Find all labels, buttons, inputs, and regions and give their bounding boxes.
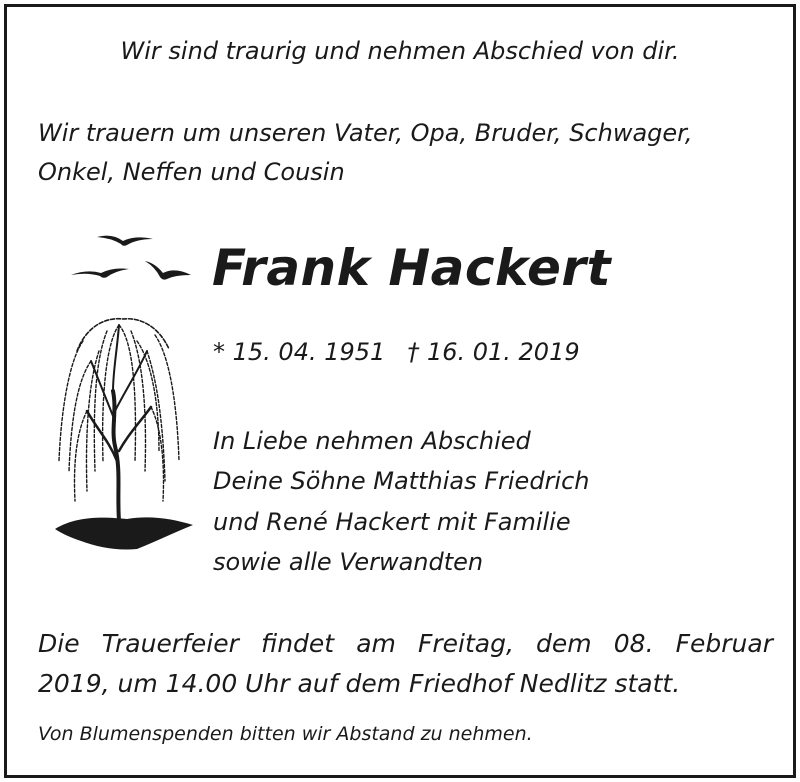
service-line-2: 2019, um 14.00 Uhr auf dem Friedhof Nedlitz statt. (38, 669, 681, 698)
intro-line: Wir sind traurig und nehmen Abschied von dir. (120, 37, 680, 65)
deceased-name: Frank Hackert (212, 239, 611, 297)
birth-date: * 15. 04. 1951 (213, 338, 386, 366)
death-date: † 16. 01. 2019 (407, 338, 580, 366)
family-line-4: sowie alle Verwandten (213, 548, 484, 576)
mourning-line-2: Onkel, Neffen und Cousin (38, 158, 345, 186)
family-line-2: Deine Söhne Matthias Friedrich (213, 467, 590, 495)
service-line-1: Die Trauerfeier findet am Freitag, dem 08. Februar (38, 629, 773, 658)
obituary-notice (4, 4, 796, 778)
birds-icon (67, 229, 217, 289)
mourning-line-1: Wir trauern um unseren Vater, Opa, Bruder, Schwager, (38, 119, 693, 147)
weeping-willow-icon (47, 311, 197, 561)
life-dates (213, 338, 580, 366)
family-line-3: und René Hackert mit Familie (213, 508, 571, 536)
family-line-1: In Liebe nehmen Abschied (213, 427, 531, 455)
flower-note: Von Blumenspenden bitten wir Abstand zu nehmen. (38, 723, 533, 745)
